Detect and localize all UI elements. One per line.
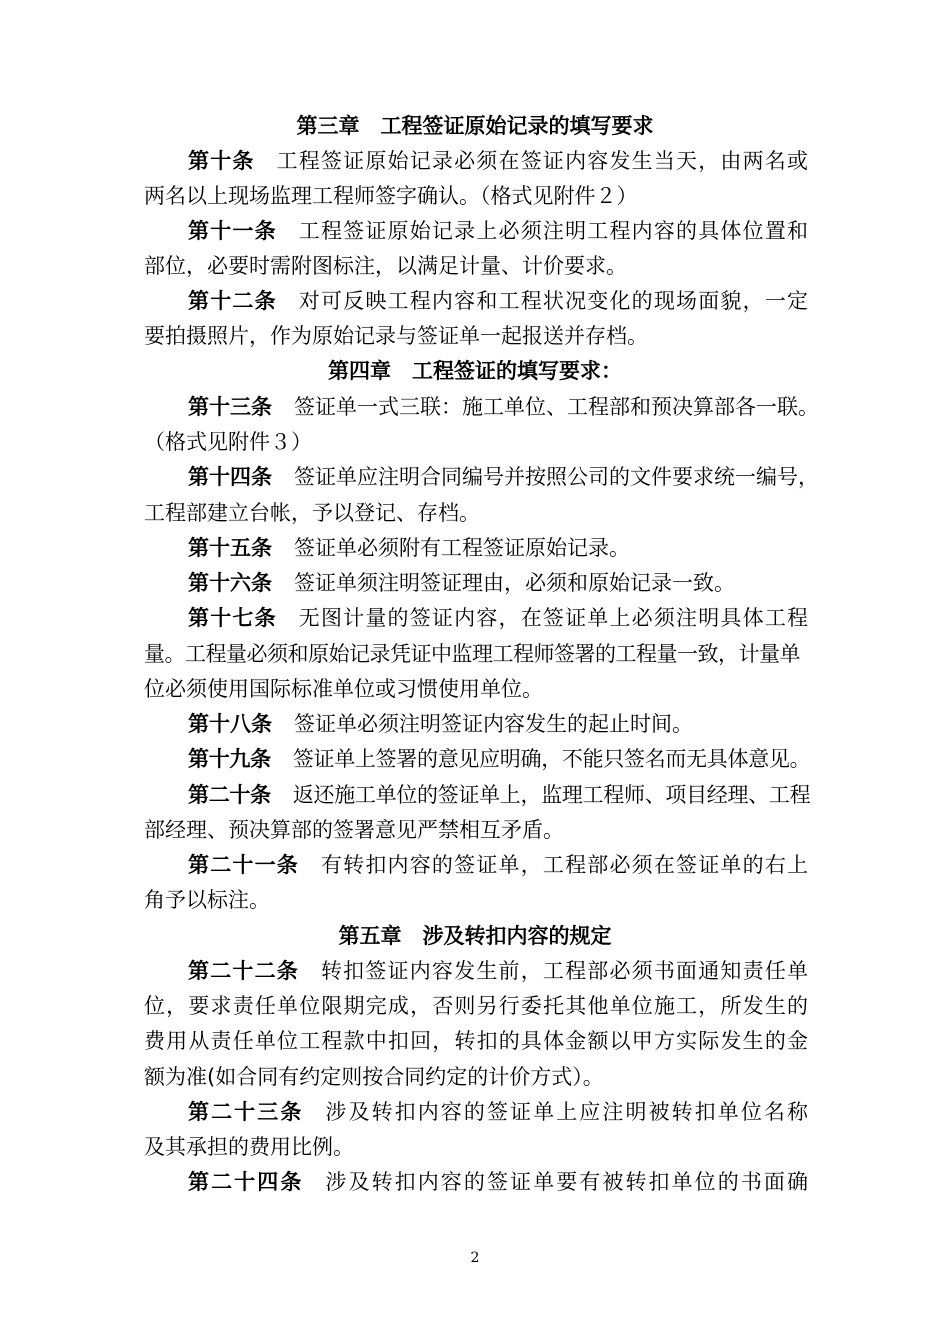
article-label: 第二十二条 (188, 959, 299, 983)
article-text-continued: 部经理、预决算部的签署意见严禁相互矛盾。 (144, 818, 564, 842)
article-15 (188, 530, 808, 566)
article-text-continued: （格式见附件３） (144, 430, 312, 454)
article-text-continued: 费用从责任单位工程款中扣回，转扣的具体金额以甲方实际发生的金 (144, 1029, 808, 1053)
article-text: 签证单必须注明签证内容发生的起止时间。 (294, 712, 693, 736)
article-label: 第二十三条 (188, 1100, 304, 1124)
article-22 (188, 953, 808, 989)
chapter-3-heading: 第三章 工程签证原始记录的填写要求 (296, 114, 654, 138)
article-text: 签证单上签署的意见应明确，不能只签名而无具体意见。 (292, 747, 811, 771)
article-label: 第十二条 (188, 289, 277, 313)
article-text: 有转扣内容的签证单，工程部必须在签证单的右上 (320, 853, 809, 877)
article-text-continued: 部位，必要时需附图标注，以满足计量、计价要求。 (144, 254, 627, 278)
article-text: 签证单须注明签证理由，必须和原始记录一致。 (294, 571, 735, 595)
article-text: 返还施工单位的签证单上，监理工程师、项目经理、工程 (292, 783, 811, 807)
article-label: 第十一条 (188, 219, 277, 243)
article-text-continued: 额为准(如合同有约定则按合同约定的计价方式）。 (144, 1065, 604, 1089)
article-20 (188, 777, 811, 813)
article-text-continued: 要拍摄照片，作为原始记录与签证单一起报送并存档。 (144, 324, 648, 348)
article-text-continued: 两名以上现场监理工程师签字确认。（格式见附件２） (144, 184, 638, 208)
article-label: 第十七条 (188, 606, 277, 630)
page-number: 2 (470, 1250, 480, 1266)
article-18 (188, 706, 808, 742)
article-21 (188, 847, 808, 883)
article-text: 签证单一式三联：施工单位、工程部和预决算部各一联。 (294, 395, 819, 419)
article-text-continued: 位必须使用国际标准单位或习惯使用单位。 (144, 677, 543, 701)
article-text: 涉及转扣内容的签证单上应注明被转扣单位名称 (325, 1100, 809, 1124)
article-17 (188, 600, 808, 636)
article-14 (188, 459, 819, 495)
article-13 (188, 389, 819, 425)
article-label: 第十三条 (188, 395, 272, 419)
article-text-continued: 量。工程量必须和原始记录凭证中监理工程师签署的工程量一致，计量单 (144, 642, 800, 666)
article-11 (188, 213, 808, 249)
article-text: 签证单应注明合同编号并按照公司的文件要求统一编号， (294, 465, 819, 489)
chapter-5-heading: 第五章 涉及转扣内容的规定 (338, 924, 612, 948)
article-label: 第二十四条 (188, 1170, 304, 1194)
article-text-continued: 工程部建立台帐，予以登记、存档。 (144, 501, 480, 525)
article-label: 第二十一条 (188, 853, 299, 877)
article-label: 第十条 (188, 149, 255, 173)
article-16 (188, 565, 808, 601)
article-text: 无图计量的签证内容，在签证单上必须注明具体工程 (298, 606, 809, 630)
article-text: 签证单必须附有工程签证原始记录。 (294, 536, 630, 560)
chapter-4-heading: 第四章 工程签证的填写要求： (328, 359, 622, 383)
article-text-continued: 及其承担的费用比例。 (144, 1135, 354, 1159)
article-text: 转扣签证内容发生前，工程部必须书面通知责任单 (320, 959, 809, 983)
article-24 (188, 1164, 808, 1200)
article-19 (188, 741, 811, 777)
article-text: 对可反映工程内容和工程状况变化的现场面貌，一定 (298, 289, 809, 313)
article-text: 工程签证原始记录必须在签证内容发生当天，由两名或 (276, 149, 808, 173)
article-text: 涉及转扣内容的签证单要有被转扣单位的书面确 (325, 1170, 809, 1194)
article-label: 第十九条 (188, 747, 271, 771)
article-label: 第十八条 (188, 712, 272, 736)
article-label: 第十六条 (188, 571, 272, 595)
article-label: 第十五条 (188, 536, 272, 560)
article-text: 工程签证原始记录上必须注明工程内容的具体位置和 (298, 219, 809, 243)
article-12 (188, 283, 808, 319)
article-text-continued: 位，要求责任单位限期完成，否则另行委托其他单位施工，所发生的 (144, 994, 808, 1018)
article-label: 第二十条 (188, 783, 271, 807)
article-23 (188, 1094, 808, 1130)
article-text-continued: 角予以标注。 (144, 888, 270, 912)
article-10 (188, 143, 808, 179)
article-label: 第十四条 (188, 465, 272, 489)
